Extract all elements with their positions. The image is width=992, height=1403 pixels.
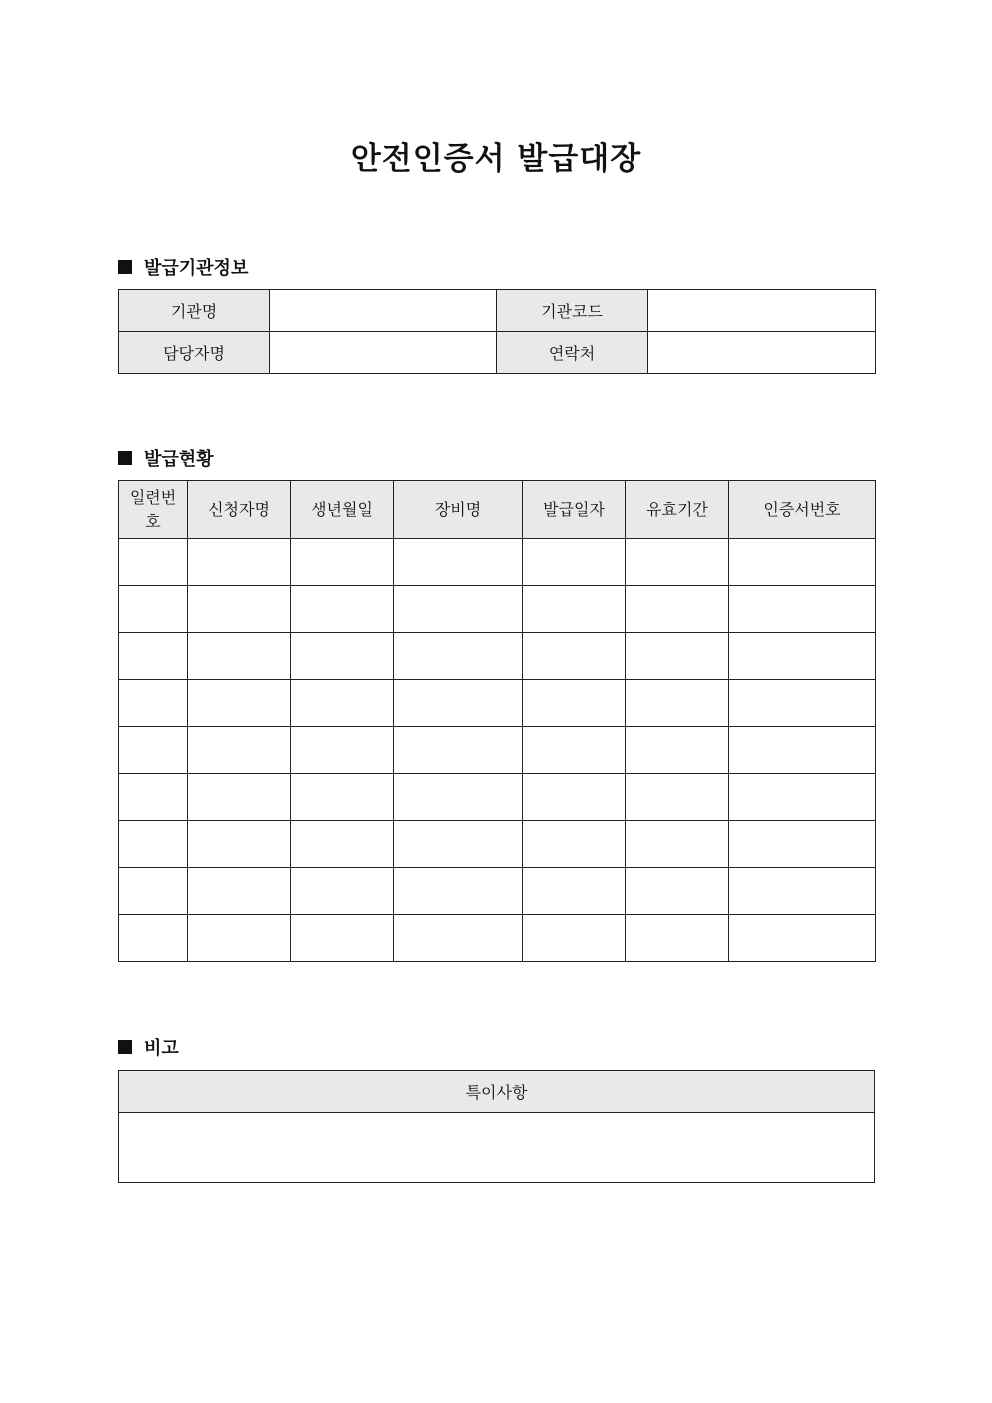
applicant-name-cell[interactable] — [188, 539, 291, 586]
special-notes-field[interactable] — [119, 1113, 875, 1183]
validity-period-cell[interactable] — [626, 586, 729, 633]
agency-code-label: 기관코드 — [497, 290, 648, 332]
certificate-number-cell[interactable] — [729, 868, 876, 915]
serial-number-cell[interactable] — [119, 586, 188, 633]
birth-date-cell[interactable] — [291, 868, 394, 915]
equipment-name-cell[interactable] — [394, 727, 523, 774]
equipment-name-cell[interactable] — [394, 868, 523, 915]
agency-name-field[interactable] — [270, 290, 497, 332]
validity-period-cell[interactable] — [626, 774, 729, 821]
table-row — [119, 1113, 875, 1183]
serial-number-cell[interactable] — [119, 539, 188, 586]
table-header-row — [119, 1071, 875, 1113]
certificate-number-cell[interactable] — [729, 774, 876, 821]
applicant-name-cell[interactable] — [188, 680, 291, 727]
issuance-status-table — [118, 480, 876, 962]
validity-period-cell[interactable] — [626, 633, 729, 680]
applicant-name-cell[interactable] — [188, 774, 291, 821]
issue-date-cell[interactable] — [523, 586, 626, 633]
issue-date-cell[interactable] — [523, 727, 626, 774]
validity-period-cell[interactable] — [626, 539, 729, 586]
applicant-name-cell[interactable] — [188, 633, 291, 680]
validity-period-cell[interactable] — [626, 727, 729, 774]
applicant-name-cell[interactable] — [188, 915, 291, 962]
certificate-number-cell[interactable] — [729, 633, 876, 680]
table-row — [119, 915, 876, 962]
validity-period-cell[interactable] — [626, 680, 729, 727]
remarks-table — [118, 1070, 875, 1183]
column-header-validity-period: 유효기간 — [626, 481, 729, 539]
square-bullet-icon — [118, 260, 132, 274]
applicant-name-cell[interactable] — [188, 868, 291, 915]
serial-number-cell[interactable] — [119, 727, 188, 774]
validity-period-cell[interactable] — [626, 821, 729, 868]
table-header-row — [119, 481, 876, 539]
equipment-name-cell[interactable] — [394, 821, 523, 868]
equipment-name-cell[interactable] — [394, 633, 523, 680]
section-heading-label: 비고 — [144, 1038, 179, 1059]
contact-field[interactable] — [648, 332, 876, 374]
equipment-name-cell[interactable] — [394, 586, 523, 633]
certificate-number-cell[interactable] — [729, 680, 876, 727]
section-heading-label: 발급기관정보 — [144, 258, 249, 279]
table-row — [119, 633, 876, 680]
page-title: 안전인증서 발급대장 — [350, 141, 642, 177]
square-bullet-icon — [118, 451, 132, 465]
table-row — [119, 727, 876, 774]
serial-number-cell[interactable] — [119, 868, 188, 915]
contact-label: 연락처 — [497, 332, 648, 374]
column-header-issue-date: 발급일자 — [523, 481, 626, 539]
agency-name-label: 기관명 — [119, 290, 270, 332]
table-row — [119, 290, 876, 332]
table-row — [119, 868, 876, 915]
serial-number-cell[interactable] — [119, 633, 188, 680]
issue-date-cell[interactable] — [523, 539, 626, 586]
column-header-certificate-number: 인증서번호 — [729, 481, 876, 539]
certificate-number-cell[interactable] — [729, 915, 876, 962]
table-row — [119, 680, 876, 727]
applicant-name-cell[interactable] — [188, 727, 291, 774]
serial-number-cell[interactable] — [119, 680, 188, 727]
serial-number-cell[interactable] — [119, 821, 188, 868]
validity-period-cell[interactable] — [626, 868, 729, 915]
equipment-name-cell[interactable] — [394, 774, 523, 821]
manager-name-label: 담당자명 — [119, 332, 270, 374]
certificate-number-cell[interactable] — [729, 539, 876, 586]
table-row — [119, 539, 876, 586]
column-header-birth-date: 생년월일 — [291, 481, 394, 539]
birth-date-cell[interactable] — [291, 633, 394, 680]
birth-date-cell[interactable] — [291, 915, 394, 962]
equipment-name-cell[interactable] — [394, 915, 523, 962]
applicant-name-cell[interactable] — [188, 586, 291, 633]
table-row — [119, 586, 876, 633]
table-row — [119, 821, 876, 868]
birth-date-cell[interactable] — [291, 821, 394, 868]
section-heading-issuance-status — [118, 445, 214, 471]
section-heading-issuer-info — [118, 254, 248, 280]
column-header-serial-number: 일련번호 — [119, 481, 188, 539]
serial-number-cell[interactable] — [119, 915, 188, 962]
issuance-status-body — [119, 539, 876, 962]
issue-date-cell[interactable] — [523, 821, 626, 868]
applicant-name-cell[interactable] — [188, 821, 291, 868]
equipment-name-cell[interactable] — [394, 680, 523, 727]
table-row — [119, 332, 876, 374]
birth-date-cell[interactable] — [291, 727, 394, 774]
issue-date-cell[interactable] — [523, 633, 626, 680]
issue-date-cell[interactable] — [523, 680, 626, 727]
square-bullet-icon — [118, 1040, 132, 1054]
certificate-number-cell[interactable] — [729, 821, 876, 868]
certificate-number-cell[interactable] — [729, 586, 876, 633]
issue-date-cell[interactable] — [523, 915, 626, 962]
column-header-equipment-name: 장비명 — [394, 481, 523, 539]
birth-date-cell[interactable] — [291, 586, 394, 633]
table-row — [119, 774, 876, 821]
section-heading-label: 발급현황 — [144, 449, 214, 470]
validity-period-cell[interactable] — [626, 915, 729, 962]
certificate-number-cell[interactable] — [729, 727, 876, 774]
birth-date-cell[interactable] — [291, 539, 394, 586]
agency-code-field[interactable] — [648, 290, 876, 332]
serial-number-cell[interactable] — [119, 774, 188, 821]
equipment-name-cell[interactable] — [394, 539, 523, 586]
special-notes-header: 특이사항 — [119, 1071, 875, 1113]
issue-date-cell[interactable] — [523, 868, 626, 915]
column-header-applicant-name: 신청자명 — [188, 481, 291, 539]
issue-date-cell[interactable] — [523, 774, 626, 821]
birth-date-cell[interactable] — [291, 774, 394, 821]
section-heading-remarks — [118, 1034, 179, 1060]
manager-name-field[interactable] — [270, 332, 497, 374]
issuer-info-table — [118, 289, 876, 374]
birth-date-cell[interactable] — [291, 680, 394, 727]
